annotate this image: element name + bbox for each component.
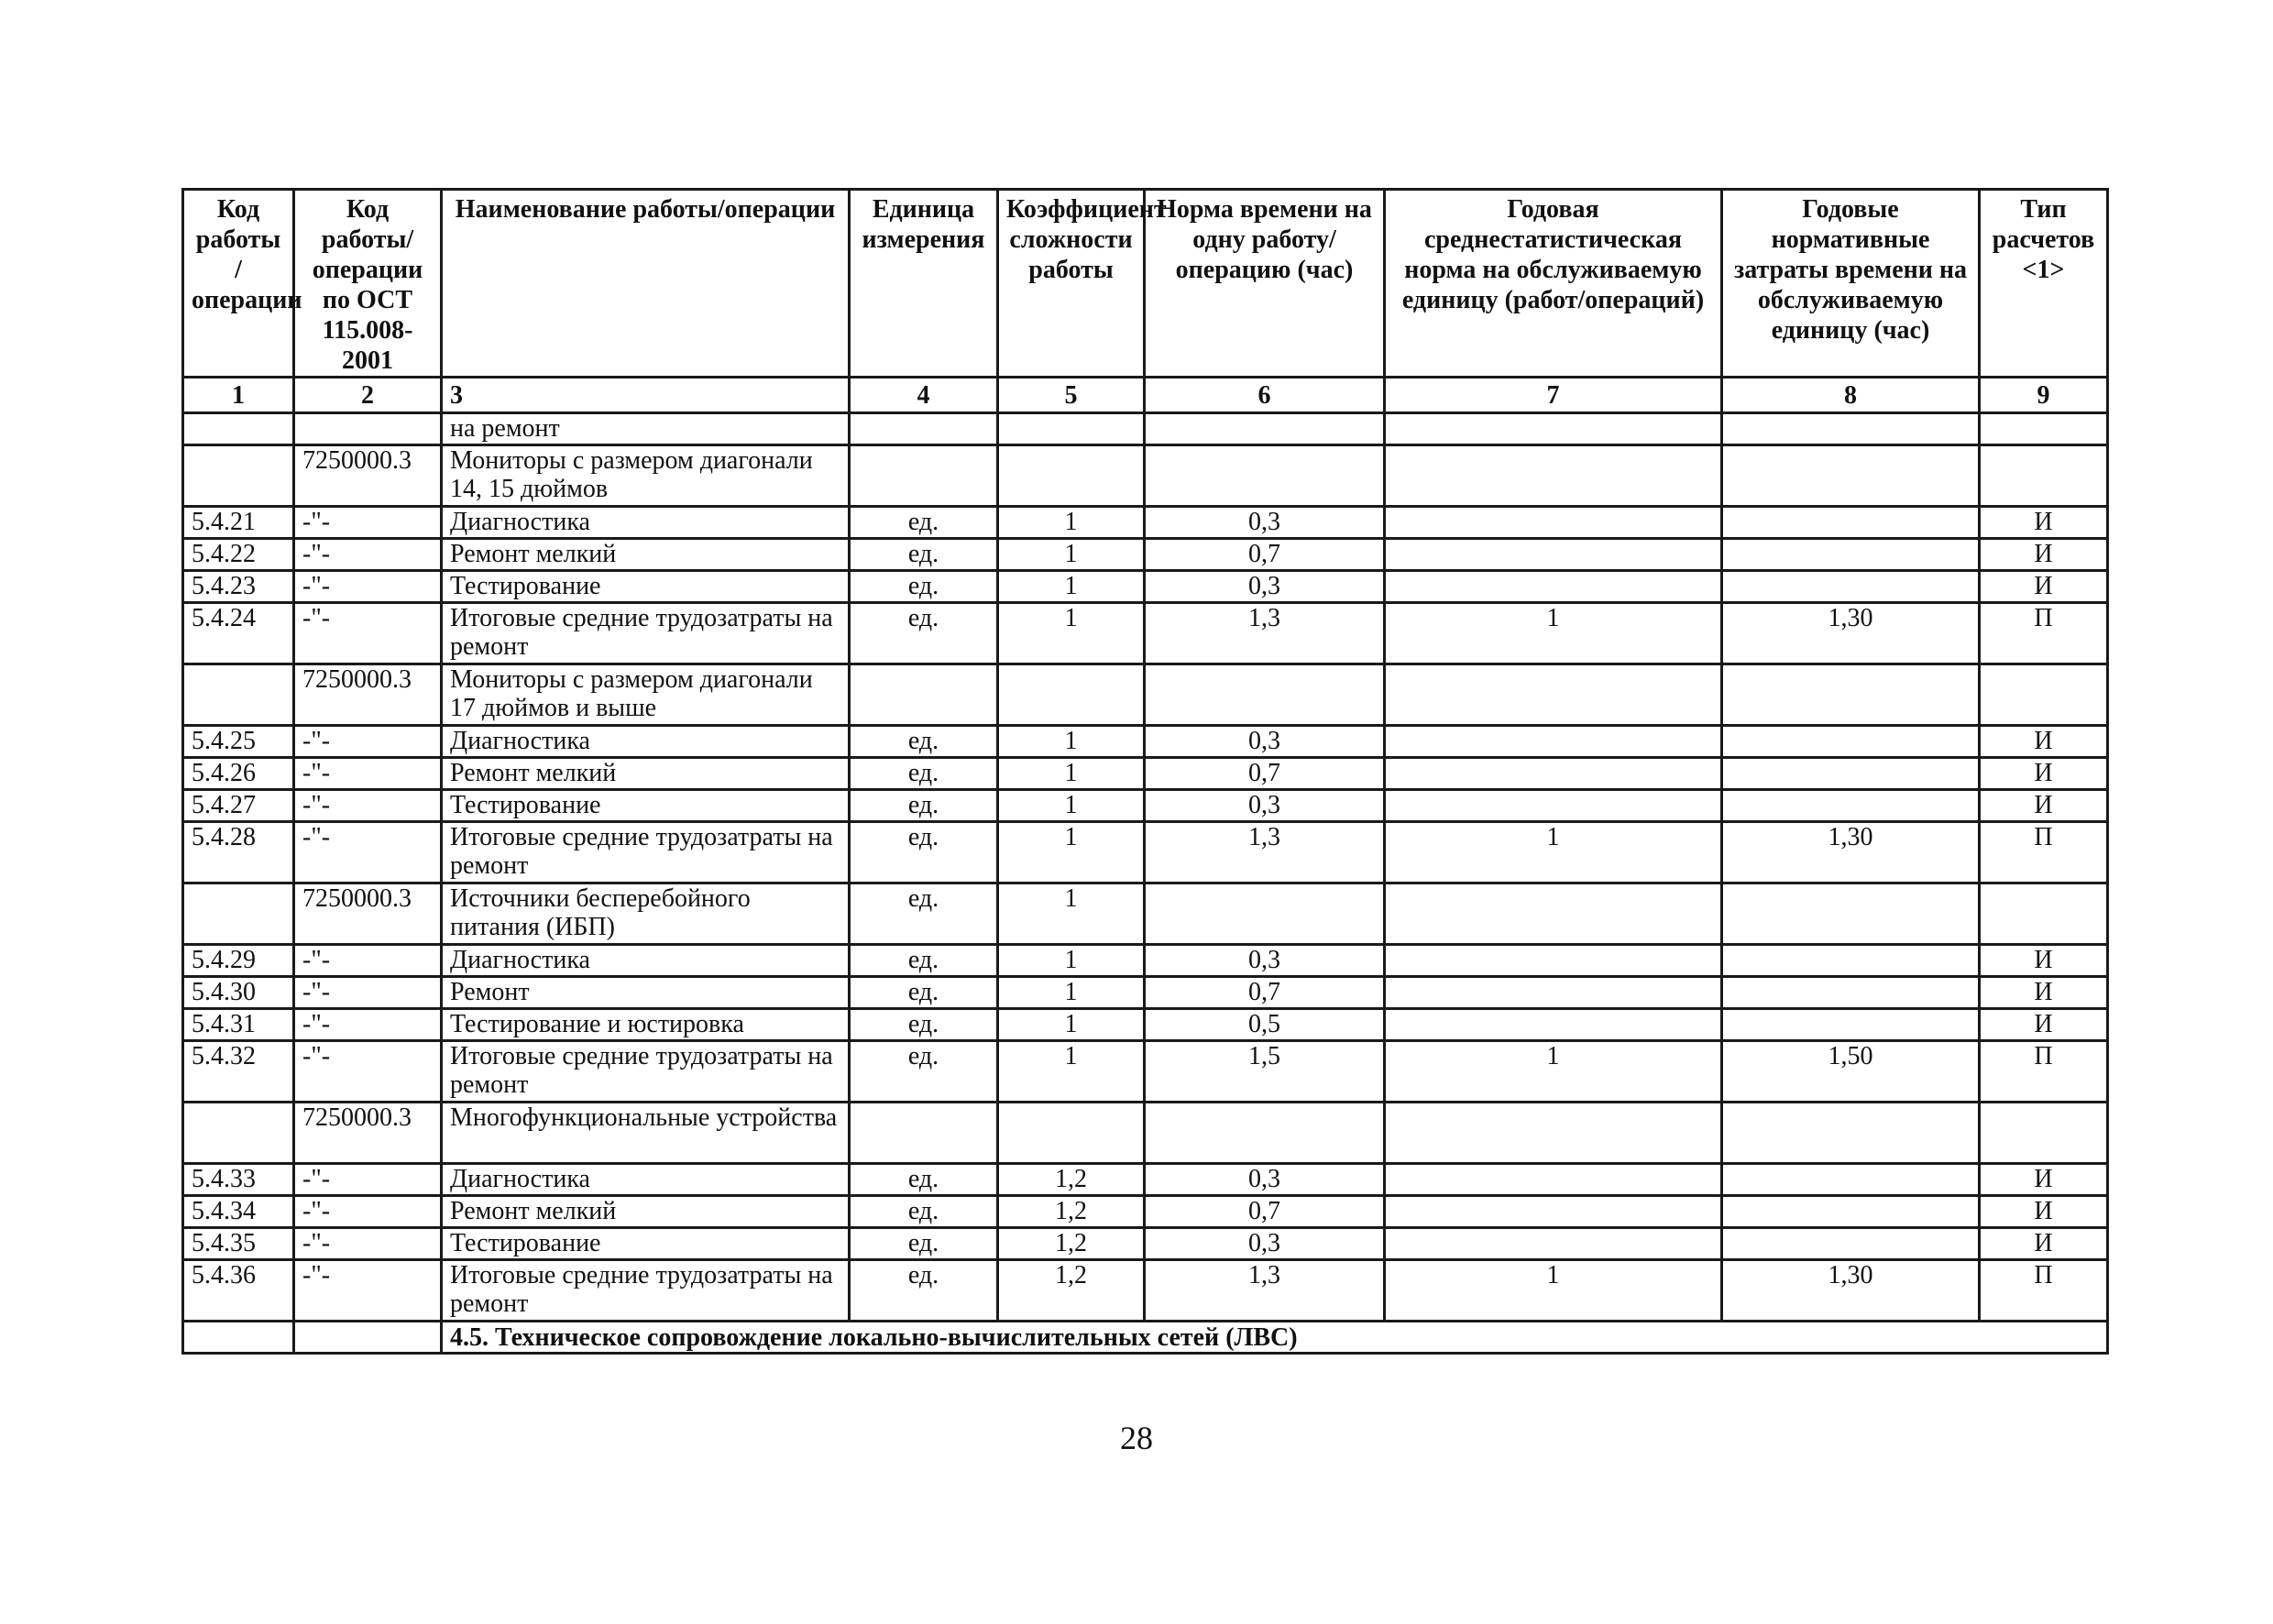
time-norm-cell: 0,5 (1145, 1009, 1385, 1041)
table-row (183, 1009, 2108, 1041)
unit-cell: ед. (850, 1041, 998, 1103)
annual-time-cell (1722, 726, 1980, 758)
header-row (183, 190, 2108, 378)
time-norm-cell: 1,3 (1145, 603, 1385, 664)
work-name-cell: Диагностика (442, 1164, 850, 1196)
work-name-cell: Итоговые средние трудозатраты на ремонт (442, 1041, 850, 1103)
time-norm-cell: 0,3 (1145, 507, 1385, 539)
ost-code-cell: -"- (294, 539, 442, 571)
work-name-cell: Тестирование (442, 790, 850, 822)
work-code-cell: 5.4.30 (183, 977, 294, 1009)
annual-time-cell: 1,50 (1722, 1041, 1980, 1103)
empty-cell (294, 1322, 442, 1354)
annual-norm-cell (1385, 571, 1722, 603)
ost-code-cell: -"- (294, 507, 442, 539)
annual-norm-cell: 1 (1385, 1041, 1722, 1103)
annual-time-cell (1722, 883, 1980, 945)
unit-cell: ед. (850, 1228, 998, 1260)
ost-code-cell: -"- (294, 603, 442, 664)
coefficient-cell (998, 664, 1145, 726)
ost-code-cell: -"- (294, 945, 442, 977)
calc-type-cell (1980, 413, 2108, 445)
section-title: 4.5. Техническое сопровождение локально-вычислительных сетей (ЛВС) (442, 1322, 2108, 1354)
coefficient-cell: 1 (998, 539, 1145, 571)
work-code-cell: 5.4.25 (183, 726, 294, 758)
unit-cell: ед. (850, 539, 998, 571)
annual-norm-cell (1385, 726, 1722, 758)
annual-time-cell (1722, 571, 1980, 603)
work-code-cell: 5.4.28 (183, 822, 294, 883)
unit-cell (850, 413, 998, 445)
header-annual-norm: Годовая среднестатистическая норма на обслуживаемую единицу (работ/операций) (1385, 190, 1722, 378)
coefficient-cell: 1 (998, 603, 1145, 664)
annual-time-cell (1722, 539, 1980, 571)
annual-time-cell (1722, 507, 1980, 539)
work-code-cell (183, 445, 294, 507)
ost-code-cell: -"- (294, 1260, 442, 1322)
time-norm-cell: 0,3 (1145, 790, 1385, 822)
work-code-cell (183, 1103, 294, 1164)
unit-cell: ед. (850, 883, 998, 945)
annual-time-cell (1722, 1228, 1980, 1260)
annual-norm-cell (1385, 883, 1722, 945)
annual-time-cell (1722, 977, 1980, 1009)
calc-type-cell: И (1980, 507, 2108, 539)
work-code-cell: 5.4.36 (183, 1260, 294, 1322)
ost-code-cell: -"- (294, 790, 442, 822)
header-annual-time: Годовые нормативные затраты времени на обслуживаемую единицу (час) (1722, 190, 1980, 378)
coefficient-cell: 1 (998, 790, 1145, 822)
ost-code-cell: -"- (294, 1041, 442, 1103)
annual-norm-cell (1385, 977, 1722, 1009)
table-row (183, 1103, 2108, 1164)
annual-norm-cell (1385, 945, 1722, 977)
table-row (183, 1196, 2108, 1228)
column-number: 2 (294, 378, 442, 413)
unit-cell: ед. (850, 1009, 998, 1041)
coefficient-cell: 1,2 (998, 1260, 1145, 1322)
time-norm-cell: 0,7 (1145, 539, 1385, 571)
table-row (183, 822, 2108, 883)
annual-norm-cell (1385, 1009, 1722, 1041)
work-name-cell: Тестирование (442, 571, 850, 603)
annual-time-cell (1722, 664, 1980, 726)
calc-type-cell: П (1980, 603, 2108, 664)
table-row (183, 758, 2108, 790)
work-code-cell: 5.4.23 (183, 571, 294, 603)
header-time-norm: Норма времени на одну работу/операцию (час) (1145, 190, 1385, 378)
column-number-row (183, 378, 2108, 413)
header-calc-type: Тип расчетов <1> (1980, 190, 2108, 378)
calc-type-cell: П (1980, 1260, 2108, 1322)
coefficient-cell (998, 445, 1145, 507)
unit-cell: ед. (850, 977, 998, 1009)
annual-norm-cell (1385, 1196, 1722, 1228)
annual-norm-cell (1385, 1228, 1722, 1260)
unit-cell: ед. (850, 822, 998, 883)
work-name-cell: Диагностика (442, 507, 850, 539)
time-norm-cell: 1,3 (1145, 822, 1385, 883)
work-name-cell: Диагностика (442, 945, 850, 977)
time-norm-cell: 0,3 (1145, 1228, 1385, 1260)
work-name-cell: Многофункциональные устройства (442, 1103, 850, 1164)
work-code-cell (183, 883, 294, 945)
annual-time-cell (1722, 945, 1980, 977)
coefficient-cell: 1,2 (998, 1164, 1145, 1196)
annual-time-cell: 1,30 (1722, 603, 1980, 664)
coefficient-cell: 1 (998, 507, 1145, 539)
annual-time-cell (1722, 1103, 1980, 1164)
column-number: 6 (1145, 378, 1385, 413)
table-row (183, 445, 2108, 507)
work-code-cell: 5.4.26 (183, 758, 294, 790)
unit-cell: ед. (850, 603, 998, 664)
ost-code-cell: -"- (294, 1164, 442, 1196)
column-number: 7 (1385, 378, 1722, 413)
annual-norm-cell (1385, 758, 1722, 790)
annual-norm-cell (1385, 445, 1722, 507)
coefficient-cell: 1,2 (998, 1196, 1145, 1228)
work-name-cell: на ремонт (442, 413, 850, 445)
annual-time-cell (1722, 1164, 1980, 1196)
unit-cell: ед. (850, 571, 998, 603)
unit-cell: ед. (850, 945, 998, 977)
header-coefficient: Коэффициент сложности работы (998, 190, 1145, 378)
annual-norm-cell (1385, 664, 1722, 726)
unit-cell (850, 664, 998, 726)
ost-code-cell (294, 413, 442, 445)
time-norm-cell: 0,3 (1145, 945, 1385, 977)
time-norm-cell: 1,5 (1145, 1041, 1385, 1103)
time-norm-cell: 0,7 (1145, 758, 1385, 790)
time-norm-cell: 0,7 (1145, 1196, 1385, 1228)
coefficient-cell: 1 (998, 1041, 1145, 1103)
work-name-cell: Мониторы с размером диагонали 14, 15 дюймов (442, 445, 850, 507)
work-code-cell: 5.4.21 (183, 507, 294, 539)
header-work-code: Код работы /операции (183, 190, 294, 378)
column-number: 5 (998, 378, 1145, 413)
work-code-cell (183, 664, 294, 726)
column-number: 1 (183, 378, 294, 413)
coefficient-cell: 1 (998, 758, 1145, 790)
annual-time-cell: 1,30 (1722, 1260, 1980, 1322)
table-row (183, 726, 2108, 758)
annual-time-cell (1722, 1009, 1980, 1041)
ost-code-cell: 7250000.3 (294, 1103, 442, 1164)
empty-cell (183, 1322, 294, 1354)
time-norm-cell (1145, 664, 1385, 726)
table-row (183, 1041, 2108, 1103)
annual-norm-cell (1385, 1164, 1722, 1196)
annual-norm-cell (1385, 790, 1722, 822)
time-norm-cell (1145, 413, 1385, 445)
annual-norm-cell: 1 (1385, 822, 1722, 883)
work-code-cell: 5.4.22 (183, 539, 294, 571)
work-code-cell: 5.4.35 (183, 1228, 294, 1260)
time-norm-cell (1145, 1103, 1385, 1164)
ost-code-cell: -"- (294, 1228, 442, 1260)
ost-code-cell: -"- (294, 571, 442, 603)
annual-time-cell (1722, 790, 1980, 822)
work-code-cell: 5.4.32 (183, 1041, 294, 1103)
header-work-name: Наименование работы/операции (442, 190, 850, 378)
annual-norm-cell: 1 (1385, 1260, 1722, 1322)
calc-type-cell: И (1980, 790, 2108, 822)
ost-code-cell: 7250000.3 (294, 883, 442, 945)
unit-cell: ед. (850, 1196, 998, 1228)
calc-type-cell: И (1980, 977, 2108, 1009)
work-name-cell: Ремонт мелкий (442, 539, 850, 571)
time-norm-cell: 0,3 (1145, 571, 1385, 603)
calc-type-cell: И (1980, 1009, 2108, 1041)
unit-cell: ед. (850, 758, 998, 790)
work-code-cell: 5.4.33 (183, 1164, 294, 1196)
table-body (183, 413, 2108, 1322)
column-number: 9 (1980, 378, 2108, 413)
table-row (183, 664, 2108, 726)
header-unit: Единица измерения (850, 190, 998, 378)
table-row (183, 977, 2108, 1009)
work-name-cell: Итоговые средние трудозатраты на ремонт (442, 1260, 850, 1322)
coefficient-cell: 1 (998, 822, 1145, 883)
section-row (183, 1322, 2108, 1354)
unit-cell: ед. (850, 1164, 998, 1196)
unit-cell: ед. (850, 790, 998, 822)
ost-code-cell: 7250000.3 (294, 445, 442, 507)
table-row (183, 571, 2108, 603)
time-norm-cell (1145, 883, 1385, 945)
coefficient-cell (998, 413, 1145, 445)
annual-norm-cell (1385, 1103, 1722, 1164)
calc-type-cell: И (1980, 571, 2108, 603)
table-row (183, 790, 2108, 822)
work-code-cell: 5.4.29 (183, 945, 294, 977)
table-row (183, 603, 2108, 664)
norms-table (181, 188, 2109, 1355)
ost-code-cell: 7250000.3 (294, 664, 442, 726)
annual-time-cell (1722, 445, 1980, 507)
work-name-cell: Ремонт мелкий (442, 1196, 850, 1228)
calc-type-cell: И (1980, 758, 2108, 790)
work-name-cell: Ремонт (442, 977, 850, 1009)
time-norm-cell (1145, 445, 1385, 507)
calc-type-cell: И (1980, 1228, 2108, 1260)
annual-time-cell (1722, 1196, 1980, 1228)
work-name-cell: Тестирование (442, 1228, 850, 1260)
annual-norm-cell (1385, 507, 1722, 539)
table-row (183, 883, 2108, 945)
coefficient-cell: 1 (998, 977, 1145, 1009)
calc-type-cell (1980, 883, 2108, 945)
work-name-cell: Ремонт мелкий (442, 758, 850, 790)
calc-type-cell: П (1980, 822, 2108, 883)
work-name-cell: Источники бесперебойного питания (ИБП) (442, 883, 850, 945)
work-code-cell: 5.4.31 (183, 1009, 294, 1041)
work-name-cell: Диагностика (442, 726, 850, 758)
coefficient-cell: 1 (998, 1009, 1145, 1041)
coefficient-cell: 1 (998, 571, 1145, 603)
calc-type-cell (1980, 445, 2108, 507)
ost-code-cell: -"- (294, 726, 442, 758)
page-number: 28 (1120, 1420, 1153, 1456)
ost-code-cell: -"- (294, 977, 442, 1009)
column-number: 8 (1722, 378, 1980, 413)
coefficient-cell: 1,2 (998, 1228, 1145, 1260)
annual-norm-cell (1385, 413, 1722, 445)
table-row (183, 413, 2108, 445)
calc-type-cell (1980, 664, 2108, 726)
table-row (183, 1260, 2108, 1322)
calc-type-cell (1980, 1103, 2108, 1164)
coefficient-cell: 1 (998, 726, 1145, 758)
table-row (183, 1164, 2108, 1196)
work-name-cell: Тестирование и юстировка (442, 1009, 850, 1041)
header-ost-code: Код работы/операции по ОСТ 115.008-2001 (294, 190, 442, 378)
calc-type-cell: П (1980, 1041, 2108, 1103)
work-name-cell: Мониторы с размером диагонали 17 дюймов и выше (442, 664, 850, 726)
unit-cell (850, 445, 998, 507)
unit-cell: ед. (850, 726, 998, 758)
calc-type-cell: И (1980, 726, 2108, 758)
calc-type-cell: И (1980, 539, 2108, 571)
work-code-cell: 5.4.34 (183, 1196, 294, 1228)
ost-code-cell: -"- (294, 822, 442, 883)
time-norm-cell: 0,3 (1145, 726, 1385, 758)
table-row (183, 507, 2108, 539)
annual-norm-cell: 1 (1385, 603, 1722, 664)
ost-code-cell: -"- (294, 1196, 442, 1228)
calc-type-cell: И (1980, 1164, 2108, 1196)
work-name-cell: Итоговые средние трудозатраты на ремонт (442, 822, 850, 883)
column-number: 3 (442, 378, 850, 413)
time-norm-cell: 0,3 (1145, 1164, 1385, 1196)
ost-code-cell: -"- (294, 1009, 442, 1041)
annual-time-cell (1722, 758, 1980, 790)
time-norm-cell: 1,3 (1145, 1260, 1385, 1322)
unit-cell (850, 1103, 998, 1164)
work-code-cell: 5.4.27 (183, 790, 294, 822)
calc-type-cell: И (1980, 945, 2108, 977)
annual-time-cell (1722, 413, 1980, 445)
coefficient-cell: 1 (998, 945, 1145, 977)
work-code-cell (183, 413, 294, 445)
table-row (183, 539, 2108, 571)
unit-cell: ед. (850, 1260, 998, 1322)
annual-time-cell: 1,30 (1722, 822, 1980, 883)
table-row (183, 1228, 2108, 1260)
column-number: 4 (850, 378, 998, 413)
table-row (183, 945, 2108, 977)
annual-norm-cell (1385, 539, 1722, 571)
coefficient-cell: 1 (998, 883, 1145, 945)
unit-cell: ед. (850, 507, 998, 539)
time-norm-cell: 0,7 (1145, 977, 1385, 1009)
work-code-cell: 5.4.24 (183, 603, 294, 664)
ost-code-cell: -"- (294, 758, 442, 790)
coefficient-cell (998, 1103, 1145, 1164)
work-name-cell: Итоговые средние трудозатраты на ремонт (442, 603, 850, 664)
calc-type-cell: И (1980, 1196, 2108, 1228)
